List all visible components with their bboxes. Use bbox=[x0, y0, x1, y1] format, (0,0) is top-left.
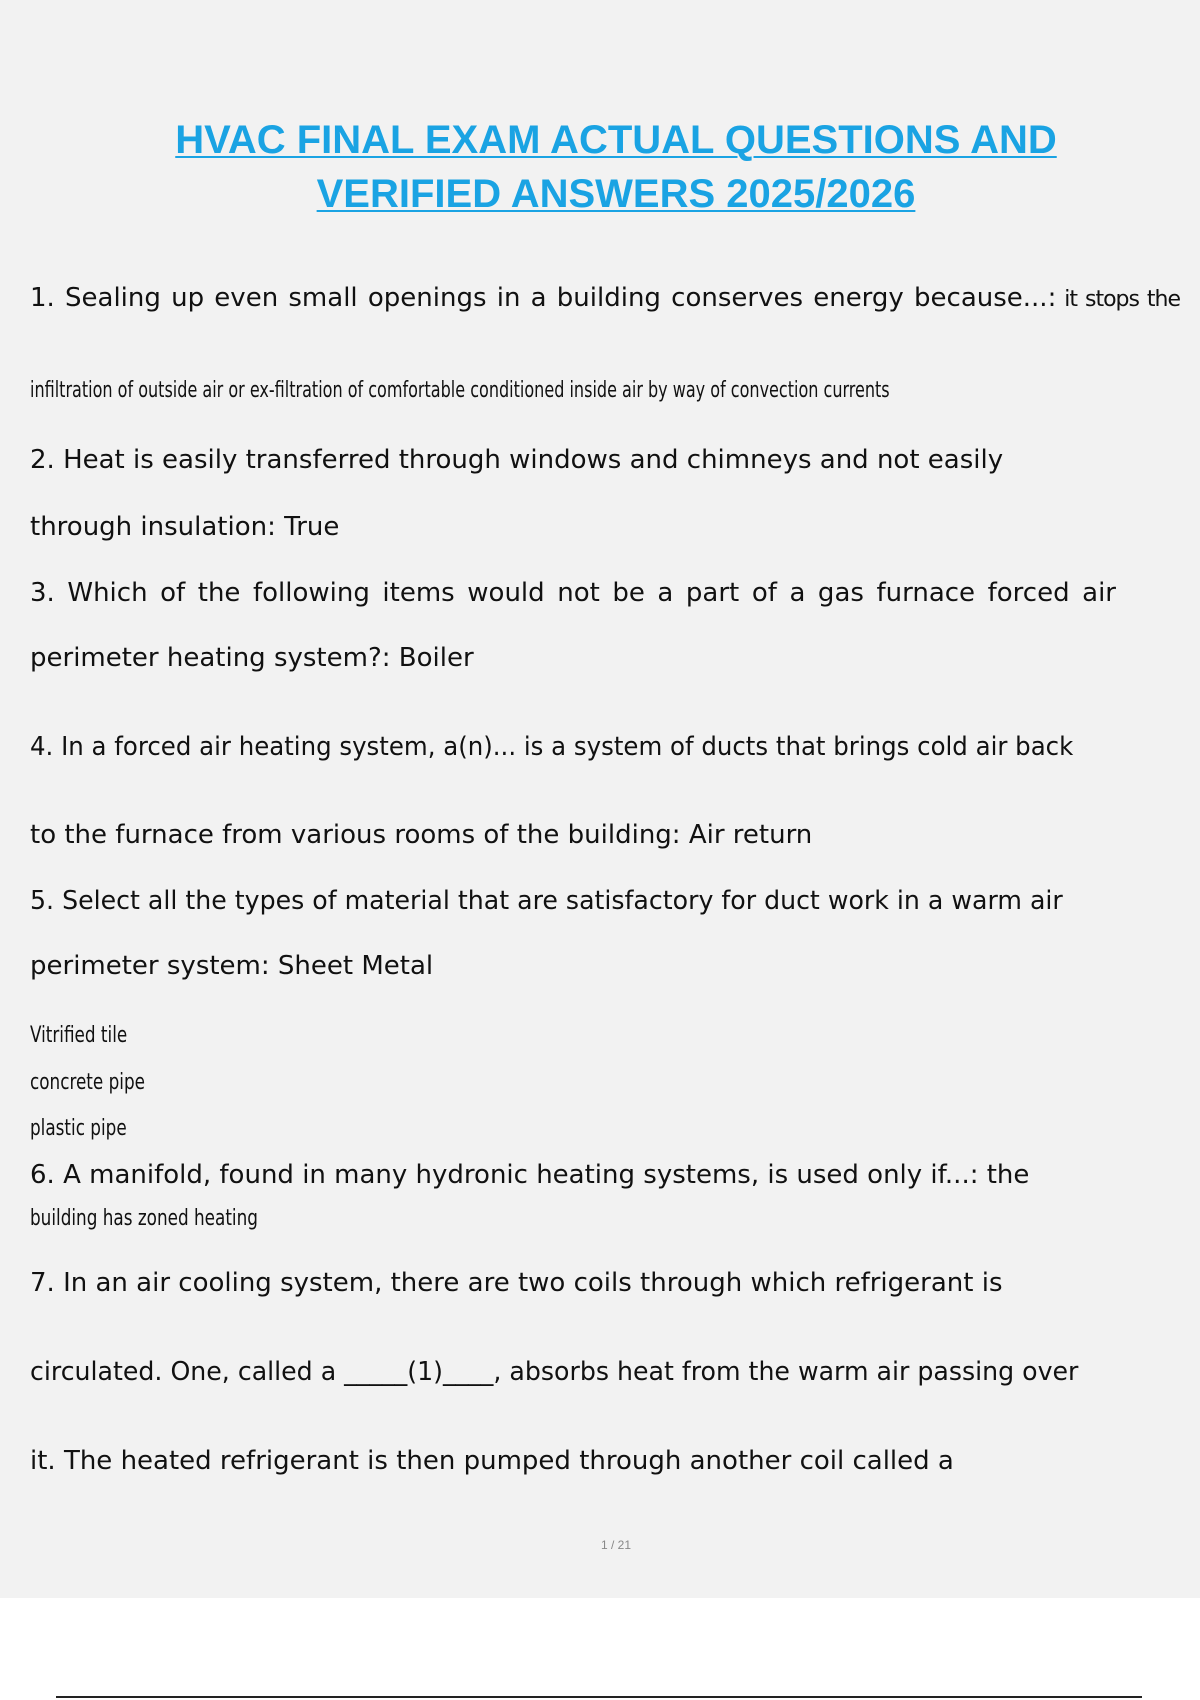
question-1-prompt: 1. Sealing up even small openings in a building conserves energy because...: bbox=[30, 283, 1057, 313]
question-3-line-2: perimeter heating system?: Boiler bbox=[30, 643, 474, 673]
question-5-line-2: perimeter system: Sheet Metal bbox=[30, 951, 434, 981]
question-1-line-2: infiltration of outside air or ex-filtration of comfortable conditioned inside air by way of convection currents bbox=[30, 378, 890, 403]
question-7-line-3: it. The heated refrigerant is then pumped through another coil called a bbox=[30, 1446, 954, 1476]
question-3-line-1: 3. Which of the following items would not be a part of a gas furnace forced air bbox=[30, 578, 1116, 608]
question-5-option-3: plastic pipe bbox=[30, 1116, 127, 1141]
question-1-line-1 bbox=[30, 283, 1180, 313]
question-6-line-1: 6. A manifold, found in many hydronic heating systems, is used only if...: the bbox=[30, 1160, 1030, 1190]
footer-rule bbox=[56, 1696, 1142, 1698]
question-5-option-1: Vitrified tile bbox=[30, 1023, 128, 1048]
question-7-line-1: 7. In an air cooling system, there are two coils through which refrigerant is bbox=[30, 1268, 1003, 1298]
question-5-option-2: concrete pipe bbox=[30, 1070, 146, 1095]
question-2-line-1: 2. Heat is easily transferred through windows and chimneys and not easily bbox=[30, 445, 1004, 475]
question-5-line-1: 5. Select all the types of material that are satisfactory for duct work in a warm air bbox=[30, 886, 1063, 916]
question-7-line-2: circulated. One, called a _____(1)____, absorbs heat from the warm air passing over bbox=[30, 1357, 1079, 1387]
question-1-answer-start: it stops the bbox=[1056, 287, 1181, 312]
document-title-line-2: VERIFIED ANSWERS 2025/2026 bbox=[316, 172, 916, 216]
question-4-line-2: to the furnace from various rooms of the building: Air return bbox=[30, 820, 813, 850]
question-4-line-1: 4. In a forced air heating system, a(n)... is a system of ducts that brings cold air back bbox=[30, 732, 1074, 762]
document-title-line-1: HVAC FINAL EXAM ACTUAL QUESTIONS AND bbox=[175, 118, 1057, 162]
question-2-line-2: through insulation: True bbox=[30, 512, 340, 542]
page-number: 1 / 21 bbox=[600, 1538, 632, 1552]
question-6-line-2: building has zoned heating bbox=[30, 1206, 258, 1231]
